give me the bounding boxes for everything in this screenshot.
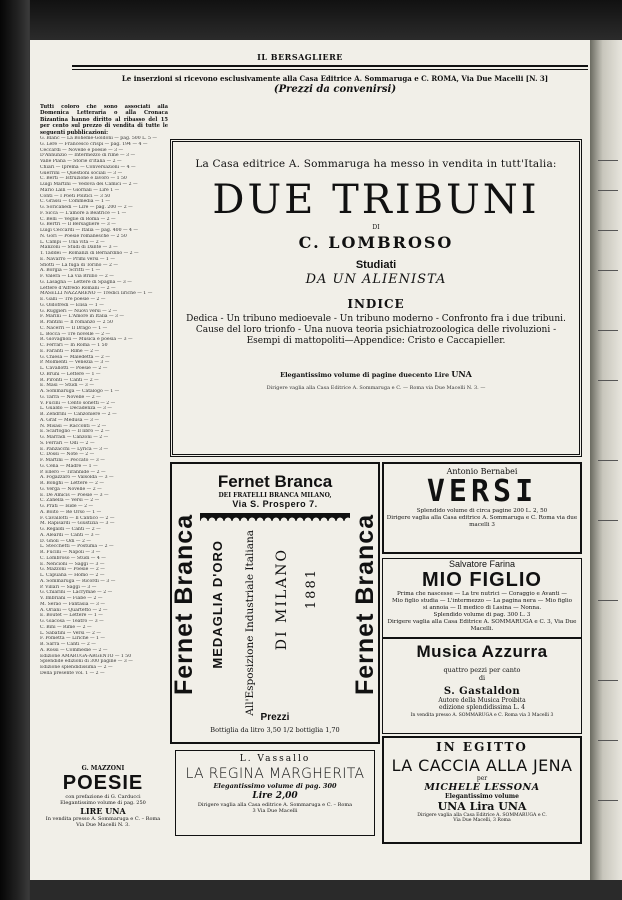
book-list-item: R. Giovagnoli — Musica e poesia — 3 — [40,337,133,343]
scan-top-edge [30,0,622,42]
fernet-side-left: Fernet Branca [170,513,198,695]
book-list-item: Conti — I Poeti Politici — 3 50 [40,193,111,199]
vassallo-volume: Elegantissimo volume di pag. 300 [213,782,337,790]
book-list-item: C. Zanella — Versi — 2 — [40,498,100,504]
book-list-item: A. Fogazzaro — Valsolda — 3 — [40,475,114,481]
egitto-author: MICHELE LESSONA [424,782,540,793]
book-list-item: A. Boito — Re Orso — 1 — [40,509,102,515]
book-title: DUE TRIBUNI [212,177,540,223]
mio-figlio-line-2: Mio figlio studia — L'intermezzo — La pagina nera — Mio figlio [392,598,572,604]
index-heading: INDICE [347,297,405,311]
book-list-item: C. Bini — Rime — 2 — [40,624,92,630]
scan-bottom-edge [30,880,622,900]
book-list-item: E. Nencioni — Saggi — 3 — [40,561,105,567]
book-list-item: G. Blanc — La Bohème-Goldoni — pag. 500 L. 5 — [40,136,158,142]
book-list-item: C. Dossi — Note — 2 — [40,452,95,458]
musica-pieces: quattro pezzi per canto [443,666,521,674]
mio-figlio-line-1: Prima che nascesse — La tre nutrici — Coraggio e Avanti — [397,591,567,597]
next-page-edge [590,40,622,900]
book-list-item: Mario Lalli — Giornali — Lire 1 — [40,187,120,193]
book-list-item: G. Mazzoni — Poesie — 2 — [40,567,105,573]
book-list-item: MASELLI NAZZARENO — Tredici liriche — 1 — [40,291,153,297]
volume-price: UNA [451,369,472,379]
index-contents: Dedica - Un tribuno medioevale - Un tribuno moderno - Confronto fra i due tribuni. Cause del loro trionfo - Una nuova teoria psichiatrozoologica delle rivoluzioni - Esempi di mattopoliti—Appendice: Cristo e Caccapieller. [186,314,566,346]
prices-note: (Prezzi da convenirsi) [273,84,397,95]
book-list-item: S. Ferrari — Odi — 2 — [40,440,95,446]
poesie-address: Via Due Macelli N. 3. [76,822,130,828]
book-list-item: V. Fucini — Cento sonetti — 2 — [40,400,116,406]
book-list-item: G. Verga — Novelle — 2 — [40,486,102,492]
insertion-notice: Le inserzioni si ricevono esclusivamente alla Casa Editrice A. Sommaruga e C. ROMA, Via Due Macelli [N. 3] [121,74,549,83]
book-list-item: G. Giacosa — Teatro — 3 — [40,619,104,625]
book-list-item: E. Boutet — Lettere — 1 — [40,613,103,619]
book-list-item: A. Oriani — Quartetto — 2 — [40,607,108,613]
book-list-item: E. Masi — Studi — 3 — [40,383,94,389]
book-list-item: G. Marradi — Canzoni — 2 — [40,435,109,441]
poesie-volume: Elegantissimo volume di pag. 250 [60,800,146,806]
order-address: Dirigere vaglia alla Casa Editrice A. Sommaruga e C. — Roma via Due Macelli N. 3. — [266,385,486,391]
book-list-item: A. Graf — Medusa — 3 — [40,417,99,423]
scalloped-border [200,513,350,521]
mio-figlio-order: Dirigere vaglia alla Casa Editrice A. SOMMARUGA e C. 3, Via Due Macelli. [387,619,577,632]
book-list-intro: Tutti coloro che sono associati alla Domenica Letteraria o alla Cronaca Bizantina hanno diritto al ribasso del 15 per cento sul prezzo di vendita di tutte le seguenti pubblicazioni: [40,104,168,136]
vassallo-author: L. Vassallo [239,754,311,764]
musica-edition: edizione splendidissima L. 4 [439,704,525,711]
egitto-heading: IN EGITTO [436,740,528,754]
fernet-prices: Bottiglia da litro 3,50 1/2 bottiglia 1,70 [210,726,340,734]
header-rule-thin [72,69,588,70]
book-list-item: G. Chiesa — Maledetta — 2 — [40,354,110,360]
poesie-author: G. MAZZONI [81,765,125,772]
book-list-column [40,104,168,764]
book-list-item: G. Tarra — Novelle — 2 — [40,394,101,400]
book-list-item: D'Annunzio — Intermezzo di rime — 3 — [40,153,136,159]
fernet-branca-ad [170,462,380,744]
book-list-item: A. Aleardi — Canti — 3 — [40,532,100,538]
versi-author: Antonio Bernabei [446,467,518,476]
esposizione-label: All'Esposizione Industriale Italiana [244,530,256,716]
book-list-item: F. Sicca — L'amore a Beatrice — 1 — [40,210,127,216]
book-list [40,136,168,677]
book-list-item: A. Borgia — Scritti — 1 — [40,268,101,274]
book-list-item: G. Regaldi — Canti — 2 — [40,527,101,533]
egitto-title: LA CACCIA ALLA JENA [391,756,573,775]
book-list-item: A. Sommaruga — Catalogo — 1 — [40,389,120,395]
vassallo-title: LA REGINA MARGHERITA [185,766,365,782]
book-list-item: L. Cavallotti — Poesie — 2 — [40,366,108,372]
anno-label: 1881 [304,568,319,610]
book-list-item: Chiari — Iprema — Conversazioni — 4 — [40,164,136,170]
musica-sale: In vendita presso A. SOMMARUGA e C. Roma via 3 Macelli 3 [410,713,554,718]
book-list-item: C. Nacerri — Il Drago — 1 — [40,325,108,331]
book-list-item: F. Marini — L'Amore in Italia — 3 — [40,314,125,320]
by-label: DI [372,224,380,231]
book-list-item: L. Gualdo — Decadenza — 3 — [40,406,113,412]
musica-azzurra-ad [382,638,582,734]
book-list-item: B. Sarra — Canti — 2 — [40,642,96,648]
book-list-item: G. Prati — Iside — 2 — [40,504,94,510]
volume-description [173,369,579,379]
book-list-item: L. Capuana — Homo — 2 — [40,573,105,579]
poesie-title: POESIE [62,772,144,794]
book-list-item: L. Bocca — Tre novelle — 2 — [40,331,111,337]
versi-ad [382,462,582,554]
mio-figlio-volume: Splendido volume di pag. 300 L. 3 [433,612,531,618]
book-list-item: R. Fucini — Napoli — 3 — [40,550,101,556]
book-list-item: G. Bertri — Il Bersagliere — 3 — [40,222,116,228]
regina-margherita-ad [175,750,375,836]
book-list-item: R. Pantini — Il romanzo — 2 50 [40,320,113,326]
vassallo-order: Dirigere vaglia alla Casa editrice A. Sommaruga e C. – Roma [197,802,353,808]
book-list-item: G. Cena — Madre — 1 — [40,463,98,469]
book-list-item: M. Serao — Fantasia — 3 — [40,601,105,607]
book-list-item: Guerrini — Questioni sociali — 3 — [40,170,123,176]
versi-title: VERSI [426,474,538,509]
musica-author-note: Autore della Musica Proibita [438,697,526,704]
book-list-item: D. Gnoli — Odi — 2 — [40,538,91,544]
book-list-item: Sfiotti — La fuga di Torino — 2 — [40,262,118,268]
fernet-side-right: Fernet Branca [351,513,379,695]
book-list-item: E. Scarfoglio — Il libro — 2 — [40,429,110,435]
book-list-item: E. Navarro — Primi versi — 1 — [40,256,115,262]
fernet-title: Fernet Branca [217,472,333,491]
book-list-item: Edizione AMARUGA-ARGENTO — 1 50 [40,653,132,659]
due-tribuni-ad [170,139,582,457]
milano-label: DI MILANO [274,548,290,651]
book-list-item: C. Grassi — Commedia — 1 — [40,199,110,205]
book-list-item: F. Martini — Peccato — 3 — [40,458,105,464]
book-list-item: A. Rossi — Commedie — 2 — [40,647,108,653]
versi-order: Dirigere vaglia alla Casa editrice A. Sommaruga e C. Roma via due macelli 3 [386,515,578,528]
fernet-address: Via S. Prospero 7. [232,499,318,509]
egitto-order: Dirigere vaglia alla Casa Editrice A. SOMMARUGA e C. [417,813,547,818]
book-list-item: V. Imbriani — Fiabe — 2 — [40,596,103,602]
vassallo-price: Lire 2,00 [252,791,298,801]
book-list-item: R. Pironti — Canti — 2 — [40,377,99,383]
mio-figlio-author: Salvatore Farina [448,559,516,569]
poesie-ad [38,765,168,828]
book-list-item: L. Sabatini — Versi — 2 — [40,630,101,636]
caccia-alla-jena-ad [382,736,582,844]
book-list-item: F. Pometta — Liriche — 1 — [40,636,106,642]
book-list-item: M. Rapisardi — Giustizia — 3 — [40,521,115,527]
book-list-item: G. Lasagna — Lettere di Spagna — 3 — [40,279,132,285]
versi-description: Splendido volume di circa pagine 200 L. 2, 50 [416,508,548,514]
book-list-item: C. Ferrari — In Roma — 1 50 [40,343,108,349]
egitto-per: per [476,775,488,782]
book-list-item: G. Oldofredi — Elisa — 1 — [40,302,104,308]
book-binding [0,0,34,900]
book-list-item: T. Taddei — Romanzi di Bernardino — 2 — [40,251,139,257]
fernet-center [198,468,352,740]
poesie-sale: In vendita presso A. Sommaruga e C. – Roma [45,816,161,822]
musica-title: Musica Azzurra [416,642,548,661]
volume-text: Elegantissimo volume di pagine duecento Lire [280,371,450,379]
book-list-item: N. Gori — Poesie romanesche — 2 50 [40,233,127,239]
book-list-item: N. Misasi — Racconti — 2 — [40,423,107,429]
book-list-item: G. Lere — Francesco crispi — pag. 194 — 4 — [40,141,148,147]
subtitle-alienista: DA UN ALIENISTA [305,272,447,287]
book-list-item: Luigi Ceccardi — Italia — pag. 400 — 4 — [40,228,138,234]
book-list-item: Splendide edizioni di 300 pagine — 3 — [40,659,133,665]
book-author: C. LOMBROSO [298,233,454,252]
book-list-item: R. Bonghi — Lettere — 2 — [40,481,104,487]
newspaper-title: IL BERSAGLIERE [257,52,343,62]
book-list-item: E. Galli — Tre poesie — 2 — [40,297,106,303]
book-list-item: A. Sommaruga — Ricordi — 3 — [40,578,116,584]
book-list-item: O. Bruni — Lettere — 1 — [40,371,101,377]
book-list-item: B. Zendrini — Canzoniere — 2 — [40,412,117,418]
poesie-preface: con prefazione di G. Carducci [65,794,141,800]
book-list-item: L. Campi — Una vita — 2 — [40,239,105,245]
fernet-fratelli: DEI FRATELLI BRANCA MILANO, [218,492,332,499]
book-list-item: P. Molmenti — Venezia — 3 — [40,360,110,366]
subtitle-studiati: Studiati [355,259,397,271]
book-list-item: E. Panzacchi — Lyrica — 3 — [40,446,109,452]
publisher-announcement: La Casa editrice A. Sommaruga ha messo in vendita in tutt'Italia: [195,158,557,170]
book-list-item: F. Valera — La via Brillio — 2 — [40,274,114,280]
book-list-item: E. Faranti — Rime — 2 — [40,348,100,354]
book-list-item: Lettere d'Alfredo Romani — 2 — [40,285,116,291]
book-list-item: C. Berti — Istruzione e lavoro — 1 50 [40,176,127,182]
egitto-price: UNA Lira UNA [437,800,527,813]
book-list-item: Valle Plana — Storie d'Italia — 2 — [40,159,122,165]
book-list-item: P. Ellero — Tirannide — 2 — [40,469,106,475]
medaglia-label: MEDAGLIA D'ORO [210,540,225,669]
egitto-volume: Elegantissimo volume [445,793,519,800]
book-list-item: Manzoni — Studi di Dante — 3 — [40,245,118,251]
book-list-item: C. Belli — Veglie di Roma — 2 — [40,216,116,222]
book-list-item: F. Cavallotti — Il Cantico — 2 — [40,515,115,521]
fernet-prezzi: Prezzi [260,712,290,723]
mio-figlio-line-3: si annoia — Il medico di Lasina — Nonna. [422,605,542,611]
mio-figlio-title: MIO FIGLIO [422,569,542,591]
mio-figlio-ad [382,558,582,638]
book-list-item: G. Ruggieri — Nuovi versi — 2 — [40,308,118,314]
book-list-item: E. De Amicis — Poesie — 3 — [40,492,109,498]
book-list-item: L. Stecchetti — Postuma — 2 — [40,544,114,550]
musica-di: di [478,674,486,682]
vassallo-address: 3 Via Due Macelli [252,808,298,814]
book-list-item: Ceccardi — Novelle e poesie — 3 — [40,147,124,153]
book-list-item: Luigi Martini — Vedova dei Camici — 2 — [40,182,138,188]
book-list-item: C. Lombroso — Studi — 4 — [40,555,106,561]
book-list-item: P. Villari — Saggi — 3 — [40,584,97,590]
header-rule [72,65,588,67]
poesie-price: LIRE UNA [80,806,126,816]
medal-text-block [202,528,348,716]
book-list-item: Della presente vol. 1 — 2 — [40,670,105,676]
book-list-item: G. Chiarini — Lacrymae — 2 — [40,590,113,596]
book-list-item: G. Soricanedi — Lire — pag. 200 — 2 — [40,205,133,211]
book-list-item: Edizione splendidissima — 2 — [40,665,113,671]
egitto-address: Via Due Macelli, 3 Roma [453,818,511,823]
musica-author: S. Gastaldon [443,686,521,697]
